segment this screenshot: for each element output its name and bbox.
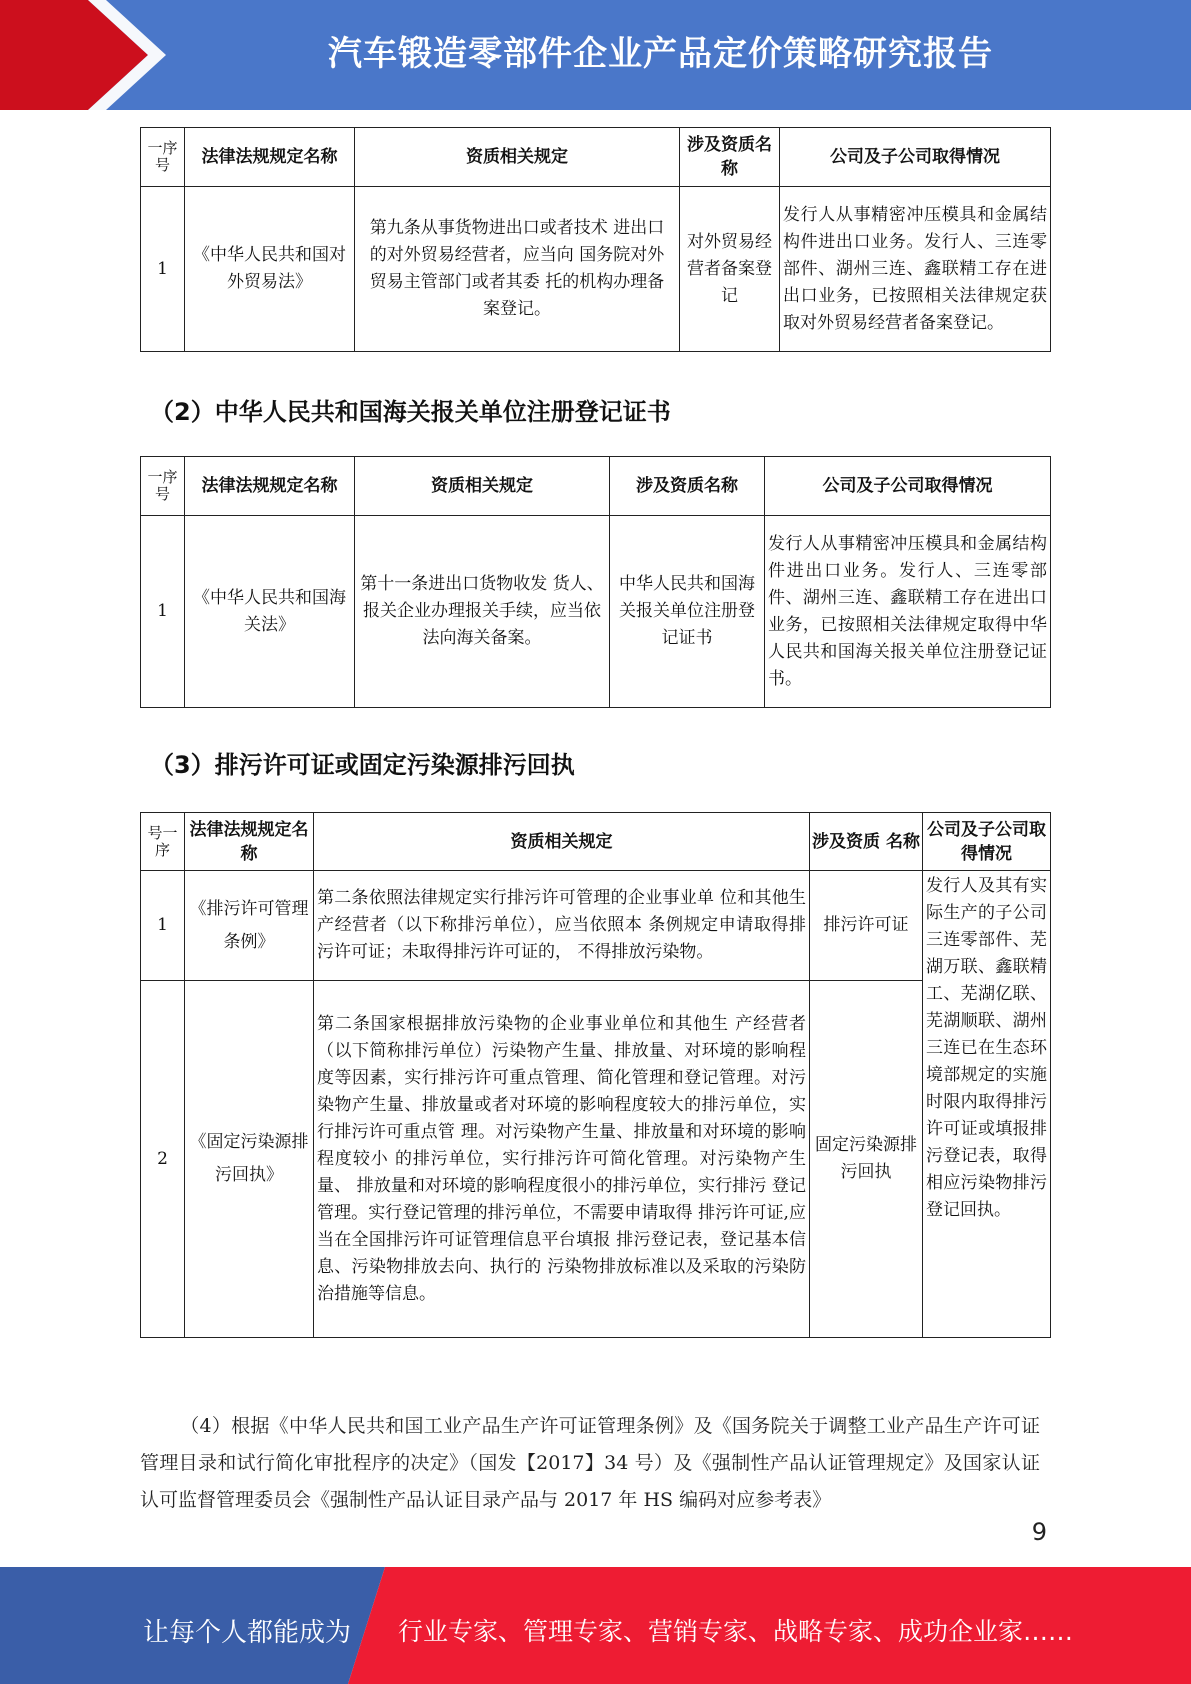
table-header-row bbox=[141, 128, 1051, 187]
footer-slogan-right: 行业专家、管理专家、营销专家、战略专家、成功企业家…… bbox=[398, 1617, 1074, 1646]
header-law: 法律法规规定名称 bbox=[185, 813, 314, 871]
table-header-row bbox=[141, 813, 1051, 871]
cell-law: 《中华人民共和国海关法》 bbox=[185, 516, 355, 708]
cell-qualification: 中华人民共和国海关报关单位注册登记证书 bbox=[610, 516, 765, 708]
cell-law: 《固定污染源排污回执》 bbox=[185, 981, 314, 1338]
page-header bbox=[0, 0, 1191, 110]
table-row bbox=[141, 871, 1051, 981]
report-title: 汽车锻造零部件企业产品定价策略研究报告 bbox=[328, 34, 993, 74]
header-status: 公司及子公司取得情况 bbox=[765, 457, 1051, 516]
page-footer bbox=[0, 1567, 1191, 1684]
cell-qualification: 对外贸易经营者备案登记 bbox=[680, 187, 780, 352]
cell-status: 发行人从事精密冲压模具和金属结构件进出口业务。发行人、三连零部件、湖州三连、鑫联精工存在进出口业务，已按照相关法律规定获取对外贸易经营者备案登记。 bbox=[780, 187, 1051, 352]
table-row bbox=[141, 981, 1051, 1338]
cell-seq: 2 bbox=[141, 981, 185, 1338]
cell-rule: 第十一条进出口货物收发 货人、报关企业办理报关手续，应当依法向海关备案。 bbox=[355, 516, 610, 708]
table-foreign-trade bbox=[140, 127, 1051, 352]
cell-rule: 第二条依照法律规定实行排污许可管理的企业事业单 位和其他生产经营者（以下称排污单位），应当依照本 条例规定申请取得排污许可证；未取得排污许可证的， 不得排放污染物。 bbox=[314, 871, 810, 981]
header-law: 法律法规规定名称 bbox=[185, 128, 355, 187]
header-rule: 资质相关规定 bbox=[355, 128, 680, 187]
cell-seq: 1 bbox=[141, 187, 185, 352]
header-status: 公司及子公司取得情况 bbox=[923, 813, 1051, 871]
table-row bbox=[141, 516, 1051, 708]
header-rule: 资质相关规定 bbox=[355, 457, 610, 516]
table-customs bbox=[140, 456, 1051, 708]
footer-slogan-left: 让每个人都能成为 bbox=[143, 1618, 352, 1648]
table-header-row bbox=[141, 457, 1051, 516]
header-qualification: 涉及资质 名称 bbox=[810, 813, 923, 871]
cell-qualification: 排污许可证 bbox=[810, 871, 923, 981]
section-heading-customs: （2）中华人民共和国海关报关单位注册登记证书 bbox=[150, 398, 671, 426]
cell-qualification: 固定污染源排污回执 bbox=[810, 981, 923, 1338]
cell-seq: 1 bbox=[141, 871, 185, 981]
page-number: 9 bbox=[1031, 1518, 1047, 1546]
cell-seq: 1 bbox=[141, 516, 185, 708]
cell-law: 《排污许可管理条例》 bbox=[185, 871, 314, 981]
cell-rule: 第二条国家根据排放污染物的企业事业单位和其他生 产经营者（以下简称排污单位）污染物产生量、排放量、对环境的影响程度等因素，实行排污许可重点管理、简化管理和登记管理。对污染物产生量、排放量或者对环境的影响程度较大的排污单位，实行排污许可重点管 理。对污染物产生量、排放量和对环境的影响程度较小 的排污单位，实行排污许可简化管理。对污染物产生量、 排放量和对环境的影响程度很小的排污单位，实行排污 登记管理。实行登记管理的排污单位，不需要申请取得 排污许可证,应当在全国排污许可证管理信息平台填报 排污登记表，登记基本信息、污染物排放去向、执行的 污染物排放标准以及采取的污染防治措施等信息。 bbox=[314, 981, 810, 1338]
cell-status-merged: 发行人及其有实际生产的子公司三连零部件、芜湖万联、鑫联精工、芜湖亿联、芜湖顺联、湖州三连已在生态环境部规定的实施时限内取得排污许可证或填报排污登记表，取得相应污染物排污登记回执。 bbox=[923, 871, 1051, 1338]
section-heading-pollution: （3）排污许可证或固定污染源排污回执 bbox=[150, 751, 575, 779]
header-qualification: 涉及资质名称 bbox=[610, 457, 765, 516]
header-seq: 号一序 bbox=[141, 813, 185, 871]
cell-rule: 第九条从事货物进出口或者技术 进出口的对外贸易经营者，应当向 国务院对外贸易主管部门或者其委 托的机构办理备案登记。 bbox=[355, 187, 680, 352]
header-seq: 一序号 bbox=[141, 457, 185, 516]
table-pollution-permit bbox=[140, 812, 1051, 1338]
header-status: 公司及子公司取得情况 bbox=[780, 128, 1051, 187]
header-law: 法律法规规定名称 bbox=[185, 457, 355, 516]
body-paragraph-text: （4）根据《中华人民共和国工业产品生产许可证管理条例》及《国务院关于调整工业产品生产许可证管理目录和试行简化审批程序的决定》（国发【2017】34 号）及《强制性产品认证管理规定》及国家认证认可监督管理委员会《强制性产品认证目录产品与 2017 年 HS 编码对应参考表》 bbox=[140, 1415, 1040, 1511]
cell-law: 《中华人民共和国对外贸易法》 bbox=[185, 187, 355, 352]
cell-status: 发行人从事精密冲压模具和金属结构件进出口业务。发行人、三连零部件、湖州三连、鑫联精工存在进出口业务，已按照相关法律规定取得中华人民共和国海关报关单位注册登记证书。 bbox=[765, 516, 1051, 708]
header-seq: 一序号 bbox=[141, 128, 185, 187]
header-rule: 资质相关规定 bbox=[314, 813, 810, 871]
header-qualification: 涉及资质名称 bbox=[680, 128, 780, 187]
body-paragraph bbox=[140, 1408, 1040, 1519]
table-row bbox=[141, 187, 1051, 352]
